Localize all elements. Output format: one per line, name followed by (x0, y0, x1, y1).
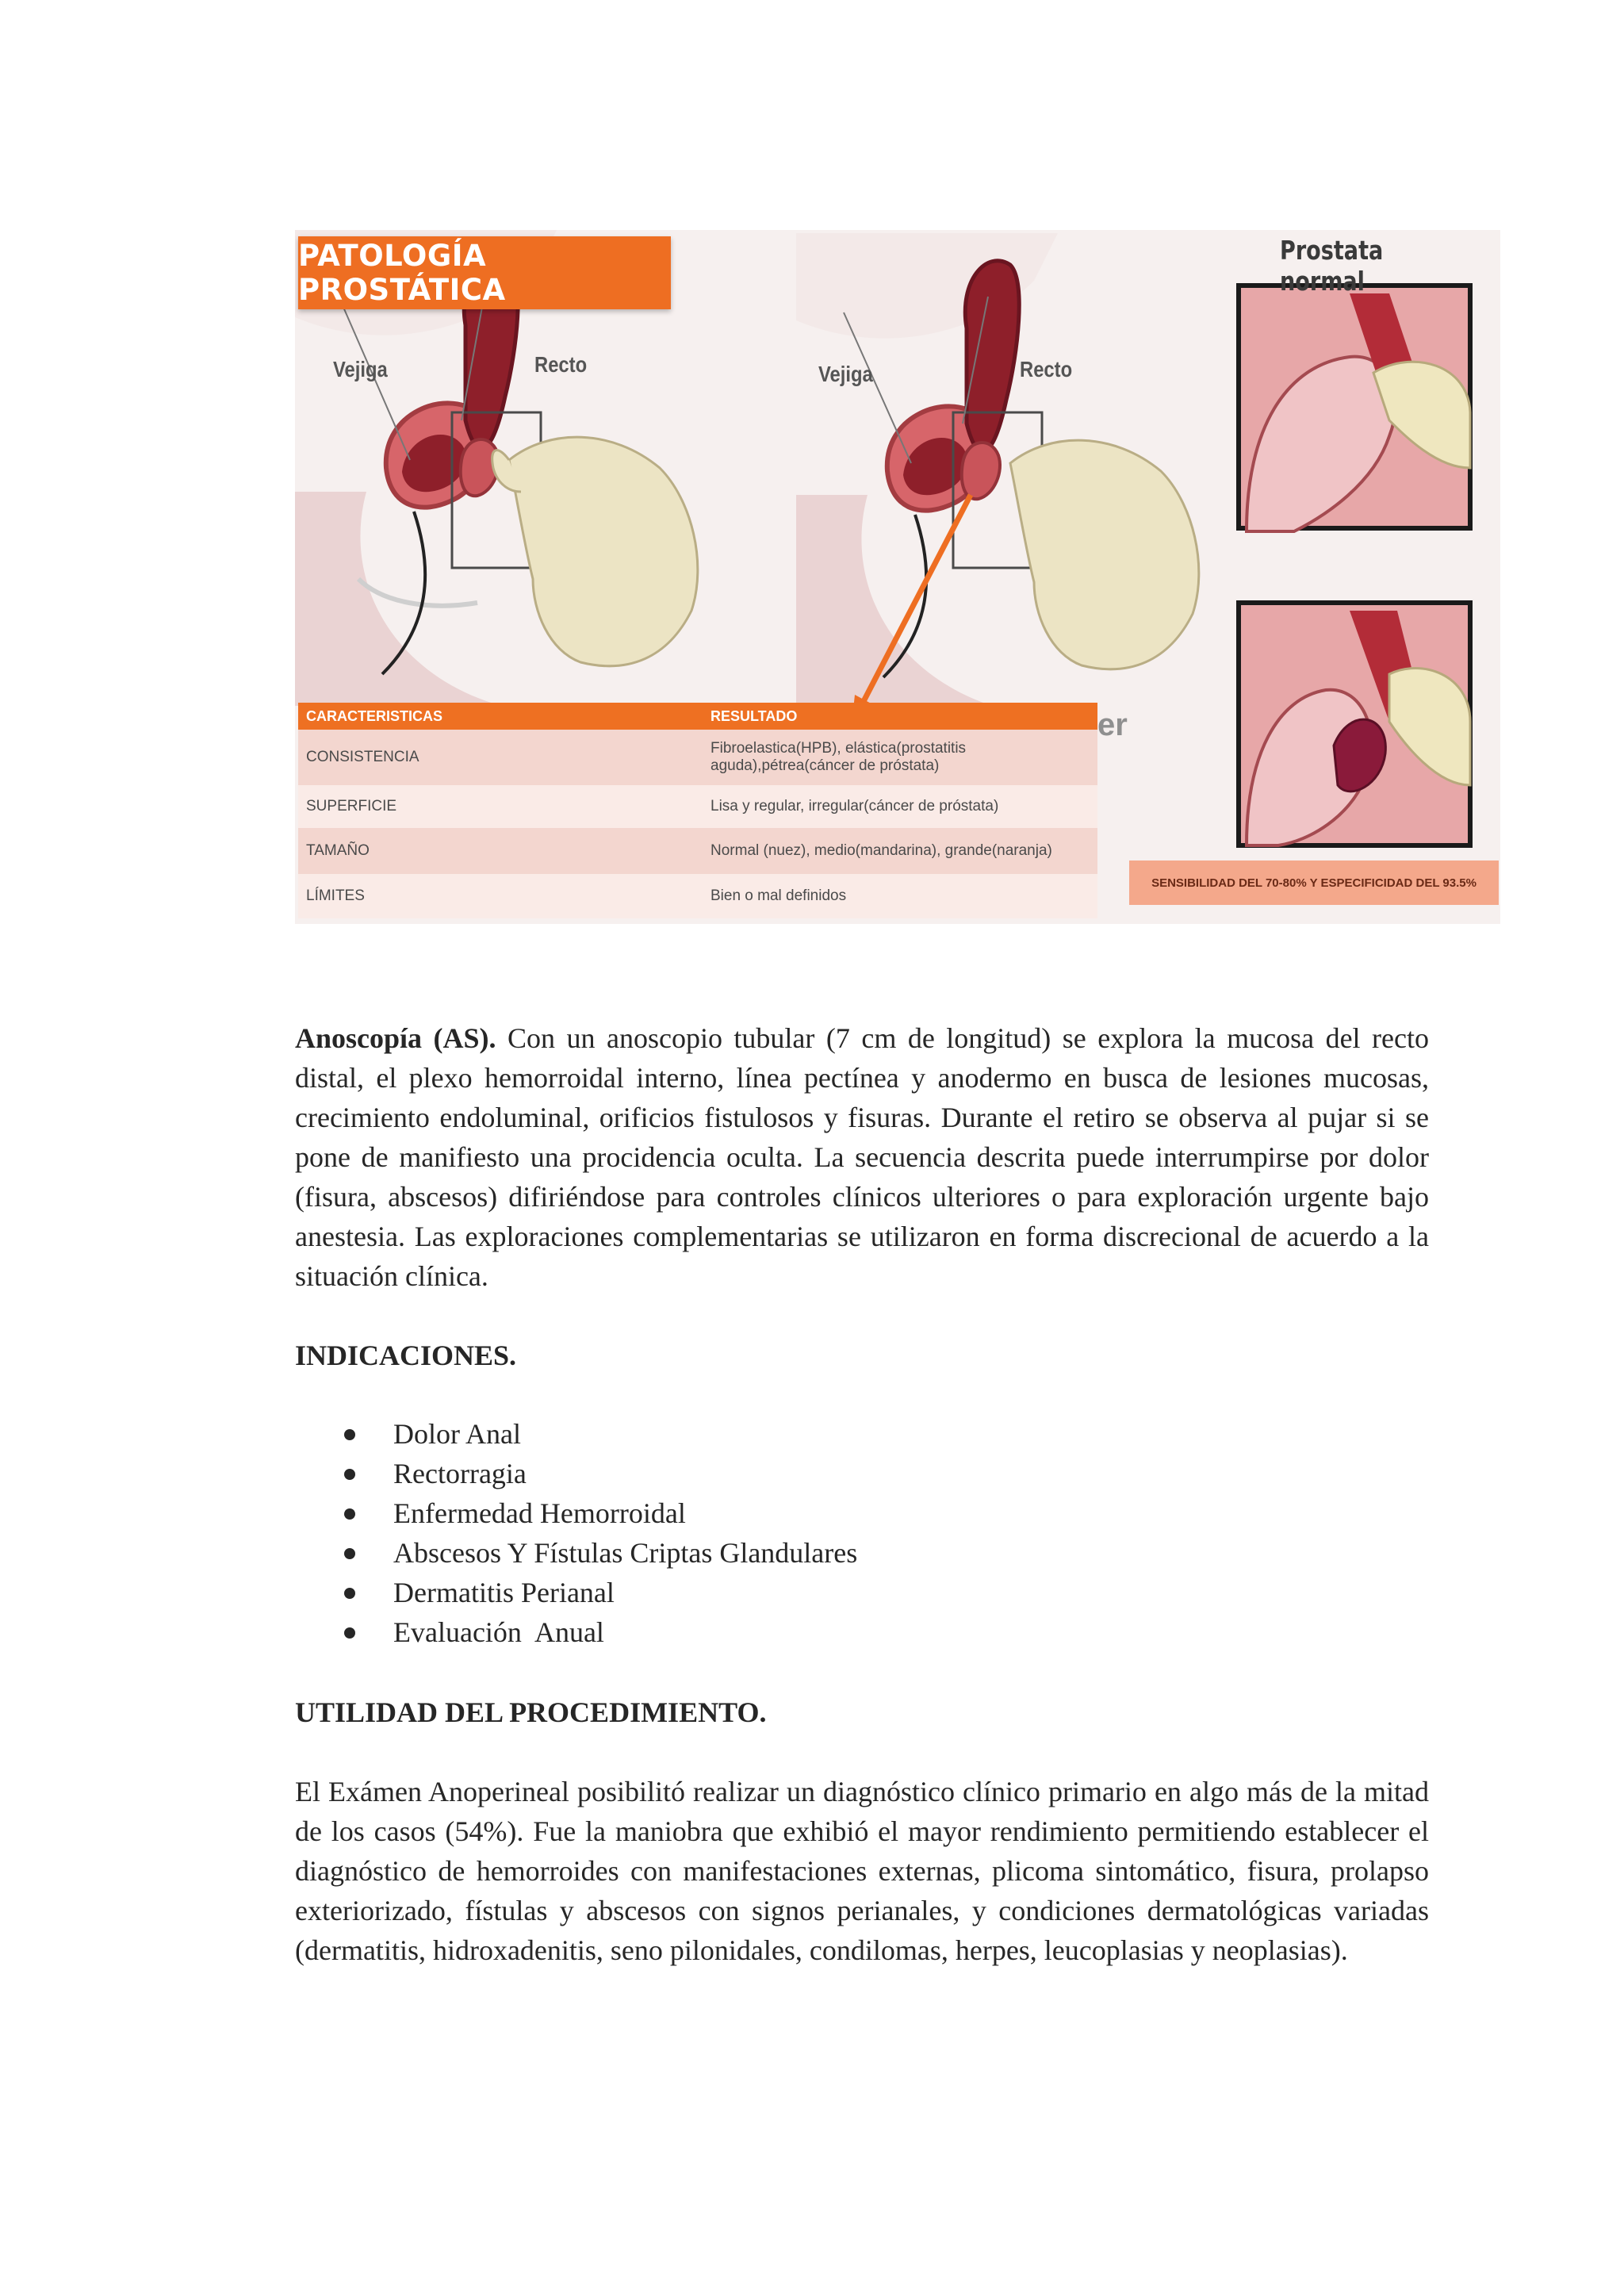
anoscopia-text: Con un anoscopio tubular (7 cm de longitud) se explora la mucosa del recto distal, el plexo hemorroidal interno, línea pectínea y anodermo en busca de lesiones mucosas, crecimiento endoluminal, orificios fistulosos y fisuras. Durante el retiro se observa al pujar si se pone de manifiesto una procidencia oculta. La secuencia descrita puede interrumpirse por dolor (fisura, abscesos) difiriéndose para controles clínicos ulteriores o para exploración urgente bajo anestesia. Las exploraciones complementarias se utilizaron en forma discrecional de acuerdo a la situación clínica. (295, 1022, 1429, 1292)
table-row (298, 828, 1097, 874)
list-item-label: Dolor Anal (393, 1418, 521, 1450)
indicaciones-heading: INDICACIONES. (295, 1340, 517, 1371)
bullet-icon (344, 1588, 355, 1599)
stray-text: er (1097, 707, 1128, 742)
bullet-icon (344, 1627, 355, 1639)
table-cell: Lisa y regular, irregular(cáncer de próstata) (703, 785, 1097, 828)
list-item (341, 1414, 857, 1454)
sensitivity-box (1129, 861, 1499, 905)
table-row (298, 874, 1097, 918)
table-header-row (298, 703, 1097, 730)
table-cell: TAMAÑO (298, 828, 703, 874)
label-vejiga-left: Vejiga (333, 357, 388, 381)
label-recto-left: Recto (534, 352, 588, 377)
list-item (341, 1573, 857, 1612)
utilidad-paragraph: El Exámen Anoperineal posibilitó realizar un diagnóstico clínico primario en algo más de la mitad de los casos (54%). Fue la maniobra que exhibió el mayor rendimiento permitiendo establecer el diagnóstico de hemorroides con manifestaciones externas, plicoma sintomático, fisura, prolapso exteriorizado, fístulas y abscesos con signos perianales, y condiciones dermatológicas variadas (dermatitis, hidroxadenitis, seno pilonidales, condilomas, herpes, leucoplasias y neoplasias). (295, 1776, 1429, 1966)
anatomy-middle (796, 233, 1199, 725)
list-item-label: Dermatitis Perianal (393, 1577, 615, 1608)
table-cell: Normal (nuez), medio(mandarina), grande(naranja) (703, 828, 1097, 874)
list-item (341, 1533, 857, 1573)
utilidad-heading: UTILIDAD DEL PROCEDIMIENTO. (295, 1696, 767, 1728)
normal-prostate-title: Prostata normal (1280, 235, 1384, 297)
table-header: RESULTADO (703, 703, 1097, 730)
label-vejiga-middle: Vejiga (818, 362, 873, 386)
sensitivity-text: SENSIBILIDAD DEL 70-80% Y ESPECIFICIDAD DEL 93.5% (1151, 876, 1477, 890)
table-cell: Fibroelastica(HPB), elástica(prostatitis aguda),pétrea(cáncer de próstata) (703, 730, 1097, 785)
anoscopia-lead: Anoscopía (AS). (295, 1022, 496, 1054)
label-recto-middle: Recto (1020, 357, 1073, 381)
table-row (298, 785, 1097, 828)
banner-title: PATOLOGÍA PROSTÁTICA (298, 239, 506, 307)
table-header: CARACTERISTICAS (298, 703, 703, 730)
table-cell: CONSISTENCIA (298, 730, 703, 785)
anoscopia-paragraph (295, 1018, 1429, 1296)
prostate-pathology-figure (295, 230, 1500, 924)
list-item (341, 1612, 857, 1652)
list-item (341, 1454, 857, 1493)
table-row (298, 730, 1097, 785)
indicaciones-list (341, 1414, 857, 1652)
table-cell: LÍMITES (298, 874, 703, 918)
list-item-label: Evaluación Anual (393, 1616, 604, 1648)
normal-prostate-top (1239, 286, 1470, 531)
list-item (341, 1493, 857, 1533)
list-item-label: Enfermedad Hemorroidal (393, 1497, 686, 1529)
bullet-icon (344, 1429, 355, 1440)
list-item-label: Rectorragia (393, 1458, 527, 1489)
table-cell: SUPERFICIE (298, 785, 703, 828)
banner (298, 236, 671, 309)
bullet-icon (344, 1469, 355, 1480)
bullet-icon (344, 1548, 355, 1559)
bullet-icon (344, 1508, 355, 1520)
abnormal-prostate-bottom (1239, 603, 1470, 845)
list-item-label: Abscesos Y Fístulas Criptas Glandulares (393, 1537, 858, 1569)
characteristics-table (298, 703, 1097, 918)
table-cell: Bien o mal definidos (703, 874, 1097, 918)
